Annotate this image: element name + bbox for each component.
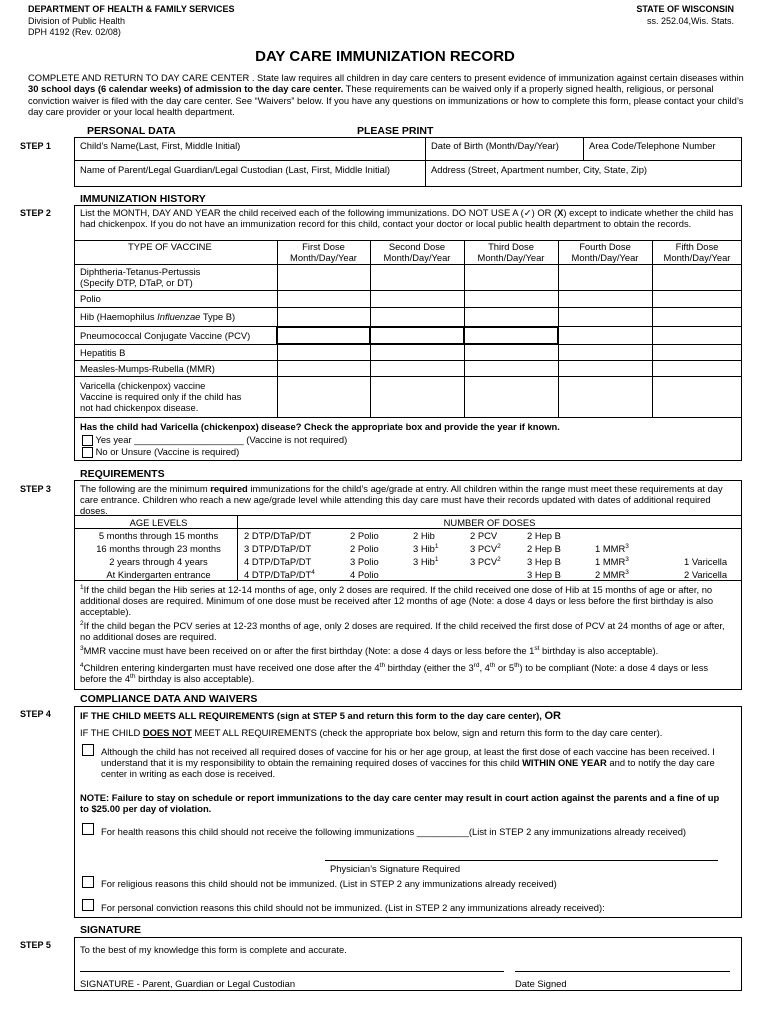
parent-name-field[interactable]: Name of Parent/Legal Guardian/Legal Custodian (Last, First, Middle Initial) bbox=[80, 164, 391, 175]
personal-waiver-text: For personal conviction reasons this child should not be immunized. (List in STEP 2 any immunizations already received): bbox=[101, 902, 605, 913]
req-polio-4: 4 Polio bbox=[350, 569, 379, 580]
req-polio-1: 2 Polio bbox=[350, 530, 379, 541]
dob-field[interactable]: Date of Birth (Month/Day/Year) bbox=[431, 140, 559, 151]
signature-statement: To the best of my knowledge this form is complete and accurate. bbox=[80, 944, 347, 955]
req-pcv-2: 3 PCV$^2$ bbox=[470, 542, 501, 554]
footnote-2: $^2$If the child began the PCV series at 12-23 months of age, only 2 doses are required. If the child received the first dose of PCV at 24 months of age or after, no additional doses are required. bbox=[80, 619, 725, 642]
req-mmr-2: 1 MMR$^3$ bbox=[595, 542, 629, 554]
statute-ref: ss. 252.04,Wis. Stats. bbox=[646, 15, 734, 26]
req-dtp-4: 4 DTP/$DTaP/DT^4$ bbox=[244, 568, 315, 580]
req-hib-1: 2 Hib bbox=[413, 530, 435, 541]
req-hepb-4: 3 Hep B bbox=[527, 569, 561, 580]
chickenpox-no-checkbox[interactable] bbox=[82, 447, 93, 458]
dose-header-5: Fifth Dose Month/Day/Year bbox=[663, 241, 731, 263]
please-print-label: PLEASE PRINT bbox=[357, 125, 434, 137]
pcv-dose-2-input[interactable] bbox=[369, 326, 465, 345]
behind-schedule-checkbox[interactable] bbox=[82, 744, 94, 756]
req-hepb-2: 2 Hep B bbox=[527, 543, 561, 554]
req-polio-2: 2 Polio bbox=[350, 543, 379, 554]
religious-waiver-text: For religious reasons this child should not be immunized. (List in STEP 2 any immunizations already received) bbox=[101, 878, 557, 889]
req-var-4: 2 Varicella bbox=[684, 569, 728, 580]
req-dtp-1: 2 DTP/DTaP/DT bbox=[244, 530, 312, 541]
intro-paragraph: COMPLETE AND RETURN TO DAY CARE CENTER . State law requires all children in day care centers to present evidence of immunization against certain diseases within 30 school days (6 calendar weeks) of admission to the day care center. These requirements can be waived only if a properly signed health, religious, or personal conviction waiver is filed with the day care center. See “Waivers” below. If you have any questions on immunizations or how to complete this form, please contact your child’s day care provider or your local health department. bbox=[28, 72, 744, 117]
step-4-label: STEP 4 bbox=[20, 709, 51, 719]
number-of-doses-header: NUMBER OF DOSES bbox=[443, 517, 536, 528]
history-instructions: List the MONTH, DAY AND YEAR the child received each of the following immunizations. DO NOT USE A (✓) OR (X) except to indicate whether the child has had chickenpox. If you do not have an immunization record for this child, contact your doctor or local public health department to obtain the records. bbox=[80, 207, 734, 229]
vaccine-dtp: Diphtheria-Tetanus-Pertussis (Specify DTP, DTaP, or DT) bbox=[80, 266, 201, 288]
chickenpox-yes-row: Yes year _____________________ (Vaccine is not required) bbox=[82, 434, 347, 446]
req-mmr-4: 2 MMR$^3$ bbox=[595, 568, 629, 580]
address-field[interactable]: Address (Street, Apartment number, City, State, Zip) bbox=[431, 164, 648, 175]
vaccine-hepb: Hepatitis B bbox=[80, 347, 126, 358]
req-pcv-1: 2 PCV bbox=[470, 530, 498, 541]
requirements-heading: REQUIREMENTS bbox=[80, 468, 165, 480]
date-signed-line[interactable] bbox=[515, 971, 730, 972]
req-hib-2: 3 Hib$^1$ bbox=[413, 542, 439, 554]
step-1-label: STEP 1 bbox=[20, 141, 51, 151]
does-not-meet-text: IF THE CHILD DOES NOT MEET ALL REQUIREMENTS (check the appropriate box below, sign and return this form to the day care center). bbox=[80, 727, 663, 738]
age-row-3: 2 years through 4 years bbox=[109, 556, 208, 567]
division-name: Division of Public Health bbox=[28, 15, 126, 26]
department-name: DEPARTMENT OF HEALTH & FAMILY SERVICES bbox=[28, 4, 235, 14]
chickenpox-question: Has the child had Varicella (chickenpox) disease? Check the appropriate box and provide the year if known. bbox=[80, 421, 560, 432]
health-waiver-text: For health reasons this child should not receive the following immunizations __________(List in STEP 2 any immunizations already received) bbox=[101, 826, 687, 837]
step-5-label: STEP 5 bbox=[20, 940, 51, 950]
state-name: STATE OF WISCONSIN bbox=[636, 4, 734, 14]
header-right bbox=[636, 4, 734, 27]
violation-note: NOTE: Failure to stay on schedule or report immunizations to the day care center may result in court action against the parents and a fine of up to $25.00 per day of violation. bbox=[80, 792, 720, 814]
physician-signature-label: Physician’s Signature Required bbox=[330, 863, 461, 874]
vaccine-mmr: Measles-Mumps-Rubella (MMR) bbox=[80, 363, 215, 374]
form-title: DAY CARE IMMUNIZATION RECORD bbox=[255, 48, 515, 65]
footnote-1: $^1$If the child began the Hib series at 12-14 months of age, only 2 doses are required. If the child received one dose of Hib at 15 months of age or after, no additional doses are required. Minimum of one dose must be received after 12 months of age (Note: a dose 4 days or less before the first birthday is also acceptable). bbox=[80, 583, 714, 617]
age-row-1: 5 months through 15 months bbox=[98, 530, 219, 541]
req-dtp-3: 4 DTP/DTaP/DT bbox=[244, 556, 312, 567]
dose-header-4: Fourth Dose Month/Day/Year bbox=[571, 241, 639, 263]
compliance-heading: COMPLIANCE DATA AND WAIVERS bbox=[80, 693, 258, 705]
req-polio-3: 3 Polio bbox=[350, 556, 379, 567]
physician-signature-line[interactable] bbox=[325, 860, 718, 861]
vaccine-pcv: Pneumococcal Conjugate Vaccine (PCV) bbox=[80, 330, 251, 341]
personal-data-heading: PERSONAL DATA bbox=[87, 125, 176, 137]
immunization-history-heading: IMMUNIZATION HISTORY bbox=[80, 193, 206, 205]
age-row-2: 16 months through 23 months bbox=[96, 543, 221, 554]
step-2-label: STEP 2 bbox=[20, 208, 51, 218]
parent-signature-line[interactable] bbox=[80, 971, 504, 972]
dose-header-3: Third Dose Month/Day/Year bbox=[477, 241, 545, 263]
chickenpox-no-row: No or Unsure (Vaccine is required) bbox=[82, 446, 239, 458]
pcv-dose-1-input[interactable] bbox=[276, 326, 371, 345]
vaccine-polio: Polio bbox=[80, 293, 101, 304]
personal-waiver-checkbox[interactable] bbox=[82, 899, 94, 911]
age-levels-header: AGE LEVELS bbox=[129, 517, 188, 528]
req-pcv-3: 3 PCV$^2$ bbox=[470, 555, 501, 567]
req-dtp-2: 3 DTP/DTaP/DT bbox=[244, 543, 312, 554]
behind-schedule-text: Although the child has not received all required doses of vaccine for his or her age group, at least the first dose of each vaccine has been received. I understand that it is my responsibility to obtain the remaining required doses of vaccines for this child WITHIN ONE YEAR and to notify the day care center in writing as each dose is received. bbox=[101, 746, 715, 779]
vaccine-varicella: Varicella (chickenpox) vaccine Vaccine is required only if the child has not had chickenpox disease. bbox=[80, 380, 242, 413]
phone-field[interactable]: Area Code/Telephone Number bbox=[589, 140, 716, 151]
req-hib-3: 3 Hib$^1$ bbox=[413, 555, 439, 567]
requirements-intro: The following are the minimum required immunizations for the child’s age/grade at entry. All children within the range must meet these requirements at day care entrance. Children who reach a new age/grade level while attending this day care must have their records updated with dates of additional required doses. bbox=[80, 483, 723, 516]
req-hepb-1: 2 Hep B bbox=[527, 530, 561, 541]
date-signed-label: Date Signed bbox=[515, 978, 567, 989]
health-waiver-checkbox[interactable] bbox=[82, 823, 94, 835]
header-left bbox=[28, 4, 235, 39]
dose-header-1: First Dose Month/Day/Year bbox=[290, 241, 357, 263]
meets-requirements-text: IF THE CHILD MEETS ALL REQUIREMENTS (sign at STEP 5 and return this form to the day care center), OR bbox=[80, 710, 561, 722]
form-id: DPH 4192 (Rev. 02/08) bbox=[28, 27, 121, 37]
dose-header-2: Second Dose Month/Day/Year bbox=[383, 241, 451, 263]
signature-heading: SIGNATURE bbox=[80, 924, 142, 936]
req-mmr-3: 1 MMR$^3$ bbox=[595, 555, 629, 567]
child-name-field[interactable]: Child’s Name(Last, First, Middle Initial) bbox=[80, 140, 241, 151]
vaccine-type-header: TYPE OF VACCINE bbox=[128, 241, 212, 252]
age-row-4: At Kindergarten entrance bbox=[106, 569, 211, 580]
vaccine-hib: Hib (Haemophilus Influenzae Type B) bbox=[80, 311, 236, 322]
req-hepb-3: 3 Hep B bbox=[527, 556, 561, 567]
req-var-3: 1 Varicella bbox=[684, 556, 728, 567]
step-3-label: STEP 3 bbox=[20, 484, 51, 494]
pcv-dose-3-input[interactable] bbox=[463, 326, 559, 345]
chickenpox-yes-checkbox[interactable] bbox=[82, 435, 93, 446]
parent-signature-label: SIGNATURE - Parent, Guardian or Legal Custodian bbox=[80, 978, 296, 989]
footnote-3: $^3$MMR vaccine must have been received on or after the first birthday (Note: a dose 4 days or less before the 1st birthday is also acceptable). bbox=[80, 644, 659, 656]
footnote-4: $^4$Children entering kindergarten must have received one dose after the 4th birthday (either the 3rd, 4th or 5th) to be compliant (Note: a dose 4 days or less before the 4th birthday is also acceptable). bbox=[80, 661, 709, 684]
religious-waiver-checkbox[interactable] bbox=[82, 876, 94, 888]
